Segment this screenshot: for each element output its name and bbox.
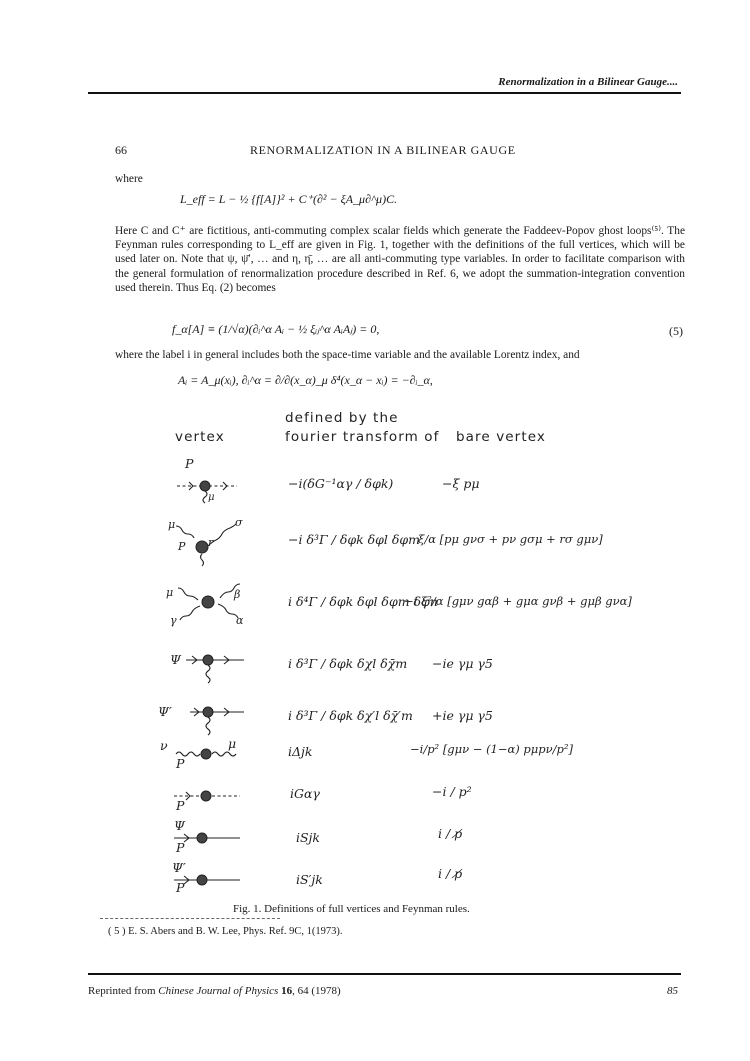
header-rule [88,92,681,94]
footnote: ( 5 ) E. S. Abers and B. W. Lee, Phys. Ref. 9C, 1(1973). [108,926,343,937]
row3-alpha-label: α [236,614,244,627]
row6-nu-label: ν [160,738,168,753]
footnote-rule [100,918,280,919]
row5-psi-prime-label: Ψ′ [158,704,172,719]
col-bare-vertex: bare vertex [456,429,546,445]
row1-p-label: P [185,456,194,471]
page-title: RENORMALIZATION IN A BILINEAR GAUGE [250,143,516,157]
row6-bare: −i/p² [gμν − (1−α) pμpν/p²] [410,742,573,756]
row3-gamma-label: γ [170,614,177,627]
row6-definition: iΔjk [288,744,313,759]
row6-mu-label: μ [228,736,237,751]
folio-number: 85 [667,985,678,997]
row8-p-label: P [176,840,185,855]
row5-bare: +ie γμ γ5 [432,708,493,723]
row4-definition: i δ³Γ / δφk δχl δχ̄m [288,656,408,671]
leff-equation: L_eff = L − ½ {f[A]}² + C⁺(∂² − ξA_μ∂^μ)C. [180,192,398,206]
figure-caption: Fig. 1. Definitions of full vertices and Feynman rules. [233,903,470,915]
row5-definition: i δ³Γ / δφk δχ′l δχ̄′m [288,708,413,723]
reprint-prefix: Reprinted from [88,985,159,997]
row2-sigma-label: σ [235,516,243,529]
row7-definition: iGαγ [290,786,320,801]
journal-name: Chinese Journal of Physics [158,985,279,997]
col-defined-line2: fourier transform of [285,429,440,445]
page-number: 66 [115,143,127,157]
row3-bare: −i ξ²/α [gμν gαβ + gμα gνβ + gμβ gνα] [404,594,632,608]
equation-5-number: (5) [669,324,683,338]
col-vertex: vertex [175,429,225,445]
row8-definition: iSjk [296,830,321,845]
row8-psi-label: Ψ [174,818,185,833]
diagram-fermion-vertex [172,648,257,693]
row3-definition: i δ⁴Γ / δφk δφl δφm δφn [288,594,438,609]
row3-mu-label: μ [166,586,174,599]
row7-p-label: P [176,798,185,813]
journal-volume: 16 [278,985,293,997]
row9-psi-prime-label: Ψ′ [172,860,186,875]
row4-bare: −ie γμ γ5 [432,656,493,671]
col-defined-line1: defined by the [285,410,399,426]
row8-bare: i / p̸ [438,826,463,841]
row3-beta-label: β [234,588,241,601]
running-head: Renormalization in a Bilinear Gauge.... [498,76,678,88]
row7-bare: −i / p² [432,784,472,799]
row9-p-label: P [176,880,185,895]
row2-bare: ξ/α [pμ gνσ + pν gσμ + rσ gμν] [418,532,603,546]
row6-p-label: P [176,756,185,771]
where-text: where [115,173,143,185]
reprint-note [88,985,341,997]
definitions-equation: Aᵢ = A_μ(xᵢ), ∂ᵢ^α = ∂/∂(x_α)_μ δ⁴(x_α − xᵢ) = −∂ᵢ_α, [178,373,433,387]
row2-mu-label: μ [168,518,176,531]
footer-rule [88,973,681,975]
row2-definition: −i δ³Γ / δφk δφl δφm [288,532,421,547]
row2-p-label: P [178,540,186,553]
paragraph-2: where the label i in general includes both the space-time variable and the available Lorentz index, and [115,349,580,361]
row4-psi-label: Ψ [170,652,181,667]
row9-definition: iS′jk [296,872,323,887]
row1-bare: −ξ pμ [442,476,480,491]
row1-definition: −i(δG⁻¹αγ / δφk) [288,476,394,491]
row1-mu-label: μ [208,492,215,503]
paragraph-1: Here C and C⁺ are fictitious, anti-commuting complex scalar fields which generate the Faddeev-Popov ghost loops⁽⁵⁾. The Feynman rules corresponding to L_eff are given in Fig. 1, together with the definitions of the full vertices, which will be used later on. Note that ψ, ψ̄′, … and η, η̄, … are all anti-commuting type variables. In order to facilitate comparison with the general formulation of renormalization procedure described in Ref. 6, we adopt the summation-integration convention used therein. Thus Eq. (2) becomes [115,225,685,294]
equation-5: f_α[A] ≡ (1/√α)(∂ᵢ^α Aᵢ − ½ ξᵢⱼ^α AᵢAⱼ) = 0, [172,322,380,336]
journal-pages: , 64 (1978) [292,985,341,997]
row9-bare: i / p̸ [438,866,463,881]
row2-r-label: r [208,536,214,549]
